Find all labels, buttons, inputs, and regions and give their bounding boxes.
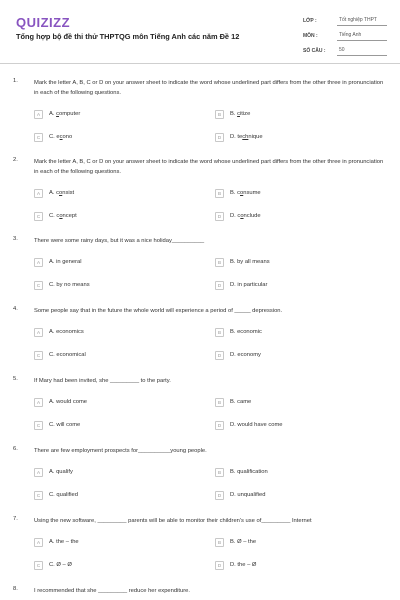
option-letter-box: C (34, 212, 43, 221)
option-b[interactable] (215, 537, 256, 547)
meta-row-class (303, 11, 387, 26)
option-letter-box: B (215, 398, 224, 407)
option-letter-box: A (34, 189, 43, 198)
option-text-pre: D. te (230, 134, 243, 140)
question-number: 2. (13, 157, 18, 163)
document-title: Tổng hợp bộ đề thi thử THPTQG môn Tiếng Anh các năm Đề 12 (16, 32, 240, 41)
option-b[interactable] (215, 397, 251, 407)
option-text-pre: C. c (49, 213, 60, 219)
option-letter-box: D (215, 281, 224, 290)
option-b[interactable] (215, 467, 268, 477)
option-b[interactable] (215, 327, 262, 337)
option-c[interactable] (34, 490, 78, 500)
option-c[interactable] (34, 420, 80, 430)
option-c[interactable] (34, 560, 72, 570)
option-text (49, 282, 90, 288)
option-a[interactable] (34, 537, 79, 547)
option-text (49, 562, 72, 568)
option-text (230, 539, 256, 545)
option-text (230, 469, 268, 475)
option-text-pre: B. economic (230, 329, 262, 335)
quizizz-logo: QUIZIZZ (16, 15, 71, 30)
option-text-post: nique (248, 134, 263, 140)
option-text-pre: C. qualified (49, 492, 79, 498)
option-text-underlined: o (240, 213, 244, 219)
option-b[interactable] (215, 188, 261, 198)
option-text-pre: A. would come (49, 399, 88, 405)
option-text-pre: C. Ø – Ø (49, 562, 72, 568)
option-b[interactable] (215, 109, 250, 119)
option-letter-box: B (215, 189, 224, 198)
question-text: Mark the letter A, B, C or D on your answer sheet to indicate the word whose underlined part differs from the other three in pronunciation in each of the following questions. (34, 80, 384, 96)
option-text-pre: A. qualify (49, 469, 73, 475)
option-letter-box: B (215, 468, 224, 477)
option-letter-box: C (34, 281, 43, 290)
option-text-post: omputer (59, 111, 81, 117)
meta-value: Tốt nghiệp THPT (337, 17, 387, 26)
meta-label: SỐ CÂU : (303, 48, 326, 54)
option-text-pre: A. in general (49, 259, 82, 265)
option-d[interactable] (215, 280, 267, 290)
option-text-post: ono (62, 134, 73, 140)
option-a[interactable] (34, 257, 82, 267)
option-text-pre: D. economy (230, 352, 261, 358)
option-text (49, 422, 80, 428)
option-text-underlined: c (59, 134, 63, 140)
option-text (230, 562, 256, 568)
question-text: I recommended that she _________ reduce her expenditure. (34, 588, 190, 594)
option-text-pre: A. c (49, 190, 59, 196)
option-text-pre: B. came (230, 399, 252, 405)
option-letter-box: A (34, 468, 43, 477)
option-letter-box: B (215, 538, 224, 547)
option-text-pre: B. c (230, 190, 240, 196)
option-letter-box: A (34, 110, 43, 119)
meta-label: MÔN : (303, 33, 318, 39)
option-letter-box: B (215, 258, 224, 267)
option-text-pre: B. by all means (230, 259, 270, 265)
option-letter-box: D (215, 561, 224, 570)
meta-info (303, 11, 387, 56)
option-a[interactable] (34, 188, 74, 198)
option-text (230, 134, 263, 140)
question-text: Some people say that in the future the whole world will experience a period of _____ depression. (34, 308, 283, 314)
option-text-post: nclude (243, 213, 261, 219)
option-text (49, 399, 87, 405)
option-text-pre: C. economical (49, 352, 86, 358)
question-number: 7. (13, 516, 18, 522)
option-text-post: ncept (62, 213, 77, 219)
option-text-pre: B. qualification (230, 469, 268, 475)
question-text: There are few employment prospects for__________young people. (34, 448, 207, 454)
option-letter-box: B (215, 110, 224, 119)
question-number: 8. (13, 586, 18, 592)
option-letter-box: C (34, 561, 43, 570)
option-letter-box: C (34, 351, 43, 360)
option-letter-box: D (215, 351, 224, 360)
option-letter-box: D (215, 133, 224, 142)
option-text-pre: D. the – Ø (230, 562, 257, 568)
option-text-post: nsume (243, 190, 261, 196)
option-a[interactable] (34, 467, 73, 477)
option-text (49, 190, 74, 196)
option-d[interactable] (215, 490, 265, 500)
option-text-underlined: o (240, 190, 244, 196)
option-text (230, 259, 270, 265)
option-d[interactable] (215, 560, 256, 570)
option-text (230, 329, 262, 335)
option-text-pre: C. e (49, 134, 60, 140)
option-text (49, 469, 73, 475)
option-a[interactable] (34, 109, 80, 119)
option-letter-box: D (215, 421, 224, 430)
option-text (49, 213, 77, 219)
option-text (230, 111, 250, 117)
option-text (49, 352, 86, 358)
option-letter-box: D (215, 491, 224, 500)
option-letter-box: A (34, 258, 43, 267)
option-text (230, 282, 267, 288)
option-letter-box: C (34, 421, 43, 430)
option-a[interactable] (34, 397, 87, 407)
header-divider (0, 63, 400, 64)
option-d[interactable] (215, 211, 261, 221)
question-number: 6. (13, 446, 18, 452)
option-text-underlined: c (56, 111, 59, 117)
option-letter-box: B (215, 328, 224, 337)
meta-row-count (303, 41, 387, 56)
meta-label: LỚP : (303, 18, 317, 24)
option-letter-box: A (34, 328, 43, 337)
question-text: Mark the letter A, B, C or D on your answer sheet to indicate the word whose underlined part differs from the other three in pronunciation in each of the following questions. (34, 159, 384, 175)
question-number: 5. (13, 376, 18, 382)
option-text (230, 213, 261, 219)
option-text (49, 134, 72, 140)
option-c[interactable] (34, 280, 90, 290)
option-text (230, 190, 261, 196)
option-text (230, 492, 265, 498)
option-text-pre: D. unqualified (230, 492, 266, 498)
option-letter-box: C (34, 133, 43, 142)
option-text (49, 259, 82, 265)
question-number: 4. (13, 306, 18, 312)
option-text-pre: A. (49, 111, 57, 117)
question-text: Using the new software, _________ parents will be able to monitor their children's use of_________ Internet (34, 518, 312, 524)
option-text-pre: C. by no means (49, 282, 90, 288)
meta-value: Tiếng Anh (337, 32, 387, 41)
option-text-pre: A. the – the (49, 539, 79, 545)
option-letter-box: A (34, 538, 43, 547)
option-text-underlined: o (59, 213, 63, 219)
option-text (230, 422, 283, 428)
option-text-pre: B. Ø – the (230, 539, 257, 545)
option-text (49, 492, 78, 498)
option-c[interactable] (34, 350, 86, 360)
option-text-pre: C. will come (49, 422, 81, 428)
option-text-underlined: c (237, 111, 240, 117)
meta-value: 50 (337, 47, 387, 56)
question-text: If Mary had been invited, she _________ to the party. (34, 378, 171, 384)
option-d[interactable] (215, 420, 283, 430)
meta-row-subject (303, 26, 387, 41)
option-text (49, 111, 80, 117)
option-text-pre: D. in particular (230, 282, 268, 288)
option-text (230, 352, 261, 358)
option-text-underlined: o (59, 190, 63, 196)
option-text (230, 399, 251, 405)
option-letter-box: A (34, 398, 43, 407)
option-text-pre: D. c (230, 213, 241, 219)
option-text (49, 329, 84, 335)
option-text-post: nsist (62, 190, 75, 196)
question-text: There were some rainy days, but it was a nice holiday__________ (34, 238, 205, 244)
question-number: 3. (13, 236, 18, 242)
option-text-pre: A. economics (49, 329, 84, 335)
option-a[interactable] (34, 327, 84, 337)
option-c[interactable] (34, 132, 72, 142)
option-text (49, 539, 79, 545)
option-text-post: itize (240, 111, 251, 117)
option-text-pre: D. would have come (230, 422, 283, 428)
option-text-pre: B. (230, 111, 238, 117)
option-text-underlined: ch (242, 134, 249, 140)
option-b[interactable] (215, 257, 270, 267)
option-letter-box: D (215, 212, 224, 221)
option-letter-box: C (34, 491, 43, 500)
option-d[interactable] (215, 350, 261, 360)
question-number: 1. (13, 78, 18, 84)
option-c[interactable] (34, 211, 77, 221)
option-d[interactable] (215, 132, 263, 142)
